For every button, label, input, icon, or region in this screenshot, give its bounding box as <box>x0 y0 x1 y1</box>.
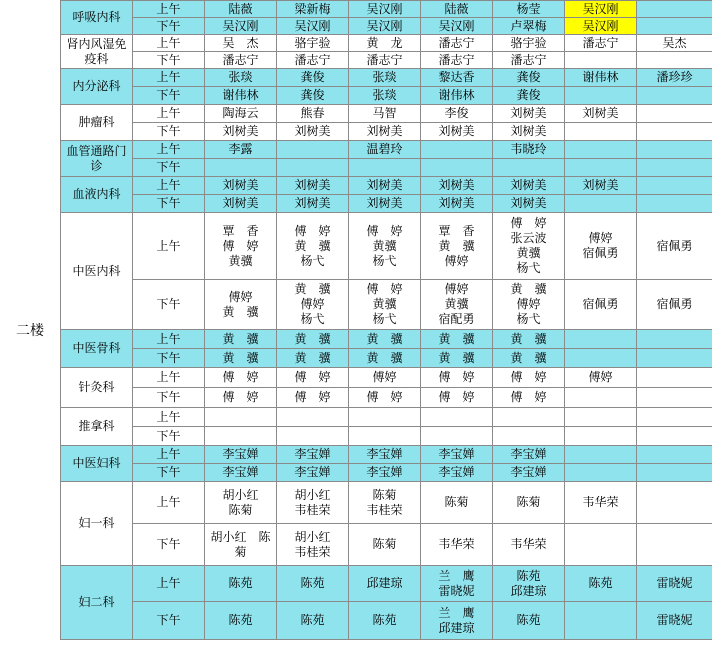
schedule-cell[interactable]: 傅婷 宿佩勇 <box>565 213 637 280</box>
schedule-cell[interactable]: 黄 骥 傅婷 杨弋 <box>493 280 565 330</box>
schedule-cell[interactable]: 韦华荣 <box>493 524 565 566</box>
schedule-cell[interactable]: 雷晓妮 <box>637 566 712 602</box>
schedule-cell[interactable] <box>349 408 421 427</box>
schedule-cell[interactable]: 雷晓妮 <box>637 602 712 640</box>
schedule-cell[interactable]: 傅 婷 <box>205 388 277 408</box>
schedule-cell[interactable]: 潘志宁 <box>421 35 493 52</box>
schedule-cell[interactable]: 黄 骥 <box>421 349 493 368</box>
schedule-cell[interactable]: 吴汉刚 <box>205 18 277 35</box>
schedule-cell[interactable]: 李宝婵 <box>277 464 349 482</box>
table-row <box>61 427 712 446</box>
schedule-cell[interactable]: 刘树美 <box>277 123 349 141</box>
schedule-cell[interactable] <box>637 1 712 18</box>
schedule-cell[interactable] <box>637 195 712 213</box>
schedule-cell[interactable] <box>637 141 712 159</box>
schedule-cell[interactable] <box>277 159 349 177</box>
schedule-cell[interactable]: 傅 婷 <box>421 368 493 388</box>
schedule-cell[interactable]: 刘树美 <box>493 105 565 123</box>
schedule-cell[interactable]: 李宝婵 <box>493 446 565 464</box>
table-row <box>61 464 712 482</box>
schedule-cell[interactable]: 黄 骥 <box>277 349 349 368</box>
period-cell[interactable]: 上午 <box>133 1 205 18</box>
period-cell[interactable]: 下午 <box>133 388 205 408</box>
period-cell[interactable]: 下午 <box>133 123 205 141</box>
schedule-cell[interactable]: 傅 婷 <box>493 368 565 388</box>
schedule-cell[interactable]: 陈苑 邱建琼 <box>493 566 565 602</box>
schedule-cell[interactable]: 熊春 <box>277 105 349 123</box>
schedule-cell[interactable]: 潘珍珍 <box>637 69 712 87</box>
period-cell[interactable]: 下午 <box>133 602 205 640</box>
schedule-cell[interactable]: 陈苑 <box>205 566 277 602</box>
schedule-cell[interactable] <box>205 159 277 177</box>
schedule-cell[interactable] <box>637 524 712 566</box>
schedule-cell[interactable] <box>565 427 637 446</box>
schedule-cell[interactable]: 宿佩勇 <box>565 280 637 330</box>
period-cell[interactable]: 上午 <box>133 566 205 602</box>
schedule-cell[interactable]: 骆宇验 <box>493 35 565 52</box>
table-row <box>61 368 712 388</box>
schedule-cell[interactable] <box>277 427 349 446</box>
schedule-cell[interactable] <box>565 464 637 482</box>
schedule-cell[interactable] <box>637 330 712 349</box>
schedule-cell[interactable] <box>637 427 712 446</box>
schedule-cell[interactable] <box>565 141 637 159</box>
schedule-cell[interactable]: 韦晓玲 <box>493 141 565 159</box>
schedule-cell[interactable]: 龚俊 <box>493 87 565 105</box>
period-cell[interactable]: 上午 <box>133 446 205 464</box>
table-row <box>61 566 712 602</box>
schedule-cell[interactable] <box>565 52 637 69</box>
department-cell[interactable]: 肾内风湿免 疫科 <box>61 35 133 69</box>
schedule-cell[interactable] <box>565 524 637 566</box>
period-cell[interactable]: 下午 <box>133 195 205 213</box>
schedule-cell[interactable]: 谢伟林 <box>421 87 493 105</box>
schedule-cell[interactable]: 陶海云 <box>205 105 277 123</box>
schedule-cell[interactable] <box>565 87 637 105</box>
table-row <box>61 388 712 408</box>
period-cell[interactable]: 下午 <box>133 524 205 566</box>
table-row <box>61 280 712 330</box>
floor-label: 二楼 <box>16 322 44 339</box>
schedule-cell[interactable]: 刘树美 <box>277 195 349 213</box>
schedule-cell[interactable]: 傅 婷 <box>349 388 421 408</box>
period-cell[interactable]: 下午 <box>133 349 205 368</box>
schedule-cell[interactable] <box>565 388 637 408</box>
schedule-cell[interactable] <box>637 408 712 427</box>
schedule-cell[interactable] <box>349 159 421 177</box>
schedule-cell[interactable]: 兰 鹰 雷晓妮 <box>421 566 493 602</box>
table-row <box>61 105 712 123</box>
schedule-cell[interactable]: 黎达香 <box>421 69 493 87</box>
schedule-cell[interactable]: 刘树美 <box>421 177 493 195</box>
schedule-cell[interactable]: 陈苑 <box>349 602 421 640</box>
schedule-cell[interactable]: 吴汉刚 <box>565 1 637 18</box>
schedule-cell[interactable]: 龚俊 <box>277 87 349 105</box>
table-row <box>61 349 712 368</box>
table-row <box>61 213 712 280</box>
department-cell[interactable]: 推拿科 <box>61 408 133 446</box>
schedule-cell[interactable]: 潘志宁 <box>565 35 637 52</box>
schedule-cell[interactable]: 刘树美 <box>493 195 565 213</box>
schedule-cell[interactable]: 吴杰 <box>637 35 712 52</box>
schedule-cell[interactable] <box>565 123 637 141</box>
schedule-cell[interactable]: 谢伟林 <box>565 69 637 87</box>
schedule-cell[interactable]: 傅婷 <box>565 368 637 388</box>
schedule-cell[interactable]: 宿佩勇 <box>637 213 712 280</box>
schedule-cell[interactable]: 傅 婷 <box>421 388 493 408</box>
table-row <box>61 177 712 195</box>
table-row <box>61 18 712 35</box>
schedule-cell[interactable]: 龚俊 <box>493 69 565 87</box>
schedule-cell[interactable]: 韦华荣 <box>421 524 493 566</box>
table-row <box>61 159 712 177</box>
schedule-cell[interactable]: 李俊 <box>421 105 493 123</box>
schedule-cell[interactable]: 陈苑 <box>277 566 349 602</box>
period-cell[interactable]: 上午 <box>133 408 205 427</box>
period-cell[interactable]: 上午 <box>133 482 205 524</box>
schedule-cell[interactable]: 李宝婵 <box>421 446 493 464</box>
schedule-cell[interactable] <box>421 427 493 446</box>
schedule-cell[interactable]: 胡小红 韦桂荣 <box>277 482 349 524</box>
department-cell[interactable]: 呼吸内科 <box>61 1 133 35</box>
schedule-cell[interactable] <box>637 105 712 123</box>
schedule-cell[interactable] <box>637 446 712 464</box>
schedule-cell[interactable] <box>205 427 277 446</box>
schedule-cell[interactable]: 黄 骥 <box>205 349 277 368</box>
schedule-cell[interactable]: 黄 骥 <box>349 349 421 368</box>
schedule-cell[interactable]: 傅 婷 <box>493 388 565 408</box>
schedule-cell[interactable] <box>637 368 712 388</box>
schedule-cell[interactable]: 黄 龙 <box>349 35 421 52</box>
schedule-cell[interactable]: 刘树美 <box>205 177 277 195</box>
schedule-cell[interactable]: 吴汉刚 <box>277 18 349 35</box>
schedule-cell[interactable] <box>421 408 493 427</box>
schedule-cell[interactable]: 傅 婷 <box>277 368 349 388</box>
schedule-cell[interactable] <box>565 602 637 640</box>
schedule-cell[interactable]: 邱建琼 <box>349 566 421 602</box>
department-cell[interactable]: 内分泌科 <box>61 69 133 105</box>
schedule-cell[interactable]: 黄 骥 <box>493 349 565 368</box>
schedule-cell[interactable] <box>493 427 565 446</box>
schedule-cell[interactable]: 覃 香 黄 骥 傅婷 <box>421 213 493 280</box>
schedule-cell[interactable]: 吴汉刚 <box>349 1 421 18</box>
schedule-cell[interactable]: 刘树美 <box>421 123 493 141</box>
schedule-cell[interactable]: 陈苑 <box>277 602 349 640</box>
schedule-cell[interactable]: 刘树美 <box>205 195 277 213</box>
period-cell[interactable]: 上午 <box>133 35 205 52</box>
schedule-cell[interactable]: 刘树美 <box>565 177 637 195</box>
schedule-cell[interactable]: 刘树美 <box>205 123 277 141</box>
department-cell[interactable]: 针灸科 <box>61 368 133 408</box>
schedule-cell[interactable]: 李宝婵 <box>349 464 421 482</box>
schedule-cell[interactable] <box>637 18 712 35</box>
schedule-cell[interactable]: 黄 骥 <box>493 330 565 349</box>
period-cell[interactable]: 下午 <box>133 18 205 35</box>
schedule-cell[interactable] <box>277 141 349 159</box>
schedule-cell[interactable] <box>565 159 637 177</box>
schedule-cell[interactable]: 兰 鹰 邱建琼 <box>421 602 493 640</box>
table-row <box>61 446 712 464</box>
schedule-cell[interactable] <box>637 349 712 368</box>
schedule-cell[interactable]: 刘树美 <box>421 195 493 213</box>
table-row <box>61 141 712 159</box>
schedule-cell[interactable]: 马智 <box>349 105 421 123</box>
schedule-cell[interactable]: 傅 婷 黄骥 杨弋 <box>349 213 421 280</box>
table-row <box>61 87 712 105</box>
schedule-cell[interactable]: 傅 婷 <box>277 388 349 408</box>
schedule-cell[interactable] <box>565 349 637 368</box>
schedule-cell[interactable]: 龚俊 <box>277 69 349 87</box>
schedule-cell[interactable] <box>493 159 565 177</box>
schedule-cell[interactable] <box>565 195 637 213</box>
schedule-cell[interactable]: 黄 骥 傅婷 杨弋 <box>277 280 349 330</box>
schedule-cell[interactable]: 潘志宁 <box>421 52 493 69</box>
schedule-cell[interactable] <box>349 427 421 446</box>
schedule-cell[interactable]: 黄 骥 <box>349 330 421 349</box>
department-cell[interactable]: 肿瘤科 <box>61 105 133 141</box>
period-cell[interactable]: 下午 <box>133 427 205 446</box>
schedule-cell[interactable]: 傅婷 <box>349 368 421 388</box>
table-row <box>61 123 712 141</box>
table-row <box>61 69 712 87</box>
schedule-cell[interactable]: 张琰 <box>205 69 277 87</box>
schedule-cell[interactable]: 陈苑 <box>205 602 277 640</box>
schedule-cell[interactable]: 卢翠梅 <box>493 18 565 35</box>
schedule-cell[interactable]: 梁新梅 <box>277 1 349 18</box>
schedule-cell[interactable]: 潘志宁 <box>205 52 277 69</box>
schedule-cell[interactable]: 陈菊 <box>349 524 421 566</box>
schedule-cell[interactable] <box>637 388 712 408</box>
schedule-cell[interactable]: 陈菊 <box>421 482 493 524</box>
schedule-cell[interactable]: 傅 婷 <box>205 368 277 388</box>
schedule-cell[interactable] <box>637 52 712 69</box>
schedule-cell[interactable]: 黄 骥 <box>277 330 349 349</box>
schedule-cell[interactable]: 杨莹 <box>493 1 565 18</box>
schedule-cell[interactable]: 李露 <box>205 141 277 159</box>
schedule-cell[interactable]: 吴汉刚 <box>349 18 421 35</box>
period-cell[interactable]: 下午 <box>133 464 205 482</box>
schedule-cell[interactable]: 宿佩勇 <box>637 280 712 330</box>
schedule-cell[interactable]: 刘树美 <box>493 123 565 141</box>
period-cell[interactable]: 下午 <box>133 87 205 105</box>
schedule-cell[interactable]: 黄 骥 <box>205 330 277 349</box>
schedule-cell[interactable]: 骆宇验 <box>277 35 349 52</box>
table-row <box>61 602 712 640</box>
schedule-cell[interactable]: 潘志宁 <box>493 52 565 69</box>
schedule-cell[interactable]: 刘树美 <box>349 177 421 195</box>
schedule-cell[interactable]: 胡小红 陈 菊 <box>205 524 277 566</box>
schedule-cell[interactable] <box>637 159 712 177</box>
department-cell[interactable]: 血液内科 <box>61 177 133 213</box>
schedule-cell[interactable]: 李宝婵 <box>349 446 421 464</box>
schedule-cell[interactable]: 张琰 <box>349 87 421 105</box>
schedule-cell[interactable]: 李宝婵 <box>277 446 349 464</box>
period-cell[interactable]: 下午 <box>133 52 205 69</box>
period-cell[interactable]: 下午 <box>133 159 205 177</box>
period-cell[interactable]: 上午 <box>133 69 205 87</box>
schedule-cell[interactable] <box>421 141 493 159</box>
schedule-cell[interactable]: 陆薇 <box>205 1 277 18</box>
schedule-cell[interactable]: 潘志宁 <box>277 52 349 69</box>
department-cell[interactable]: 中医骨科 <box>61 330 133 368</box>
schedule-cell[interactable]: 胡小红 陈菊 <box>205 482 277 524</box>
schedule-cell[interactable] <box>205 408 277 427</box>
schedule-cell[interactable]: 陆薇 <box>421 1 493 18</box>
schedule-cell[interactable]: 陈菊 <box>493 482 565 524</box>
schedule-cell[interactable] <box>421 159 493 177</box>
schedule-cell[interactable]: 胡小红 韦桂荣 <box>277 524 349 566</box>
schedule-cell[interactable]: 谢伟林 <box>205 87 277 105</box>
table-row <box>61 52 712 69</box>
schedule-cell[interactable]: 刘树美 <box>349 123 421 141</box>
schedule-cell[interactable]: 傅 婷 黄 骥 杨弋 <box>277 213 349 280</box>
schedule-cell[interactable]: 刘树美 <box>277 177 349 195</box>
schedule-cell[interactable]: 韦华荣 <box>565 482 637 524</box>
schedule-cell[interactable] <box>637 87 712 105</box>
schedule-cell[interactable]: 黄 骥 <box>421 330 493 349</box>
table-row <box>61 195 712 213</box>
period-cell[interactable]: 上午 <box>133 177 205 195</box>
schedule-cell[interactable]: 李宝婵 <box>421 464 493 482</box>
department-cell[interactable]: 妇二科 <box>61 566 133 640</box>
period-cell[interactable]: 上午 <box>133 105 205 123</box>
schedule-cell[interactable]: 傅婷 黄骥 宿配勇 <box>421 280 493 330</box>
schedule-cell[interactable]: 陈菊 韦桂荣 <box>349 482 421 524</box>
schedule-cell[interactable]: 陈苑 <box>493 602 565 640</box>
schedule-cell[interactable]: 李宝婵 <box>493 464 565 482</box>
schedule-table <box>60 0 712 640</box>
period-cell[interactable]: 上午 <box>133 141 205 159</box>
table-row <box>61 1 712 18</box>
schedule-cell[interactable]: 刘树美 <box>493 177 565 195</box>
schedule-cell[interactable] <box>493 408 565 427</box>
schedule-cell[interactable]: 刘树美 <box>565 105 637 123</box>
table-row <box>61 524 712 566</box>
schedule-cell[interactable]: 李宝婵 <box>205 446 277 464</box>
period-cell[interactable]: 上午 <box>133 330 205 349</box>
schedule-cell[interactable]: 李宝婵 <box>205 464 277 482</box>
schedule-cell[interactable]: 傅 婷 黄骥 杨弋 <box>349 280 421 330</box>
schedule-cell[interactable] <box>565 408 637 427</box>
table-row <box>61 408 712 427</box>
period-cell[interactable]: 上午 <box>133 368 205 388</box>
schedule-cell[interactable]: 吴汉刚 <box>565 18 637 35</box>
schedule-cell[interactable]: 陈苑 <box>565 566 637 602</box>
department-cell[interactable]: 血管通路门 诊 <box>61 141 133 177</box>
schedule-cell[interactable]: 傅婷 黄 骥 <box>205 280 277 330</box>
schedule-cell[interactable]: 刘树美 <box>349 195 421 213</box>
schedule-cell[interactable]: 覃 香 傅 婷 黄骥 <box>205 213 277 280</box>
schedule-cell[interactable] <box>565 330 637 349</box>
period-cell[interactable]: 下午 <box>133 280 205 330</box>
schedule-cell[interactable]: 温碧玲 <box>349 141 421 159</box>
schedule-cell[interactable] <box>637 482 712 524</box>
schedule-cell[interactable]: 张琰 <box>349 69 421 87</box>
table-row <box>61 330 712 349</box>
department-cell[interactable]: 妇一科 <box>61 482 133 566</box>
period-cell[interactable]: 上午 <box>133 213 205 280</box>
department-cell[interactable]: 中医内科 <box>61 213 133 330</box>
schedule-cell[interactable]: 傅 婷 张云波 黄骥 杨弋 <box>493 213 565 280</box>
schedule-cell[interactable] <box>637 123 712 141</box>
schedule-cell[interactable] <box>277 408 349 427</box>
schedule-cell[interactable] <box>565 446 637 464</box>
table-row <box>61 35 712 52</box>
schedule-cell[interactable]: 吴 杰 <box>205 35 277 52</box>
schedule-cell[interactable]: 吴汉刚 <box>421 18 493 35</box>
schedule-cell[interactable] <box>637 464 712 482</box>
schedule-cell[interactable]: 潘志宁 <box>349 52 421 69</box>
schedule-cell[interactable] <box>637 177 712 195</box>
table-row <box>61 482 712 524</box>
department-cell[interactable]: 中医妇科 <box>61 446 133 482</box>
